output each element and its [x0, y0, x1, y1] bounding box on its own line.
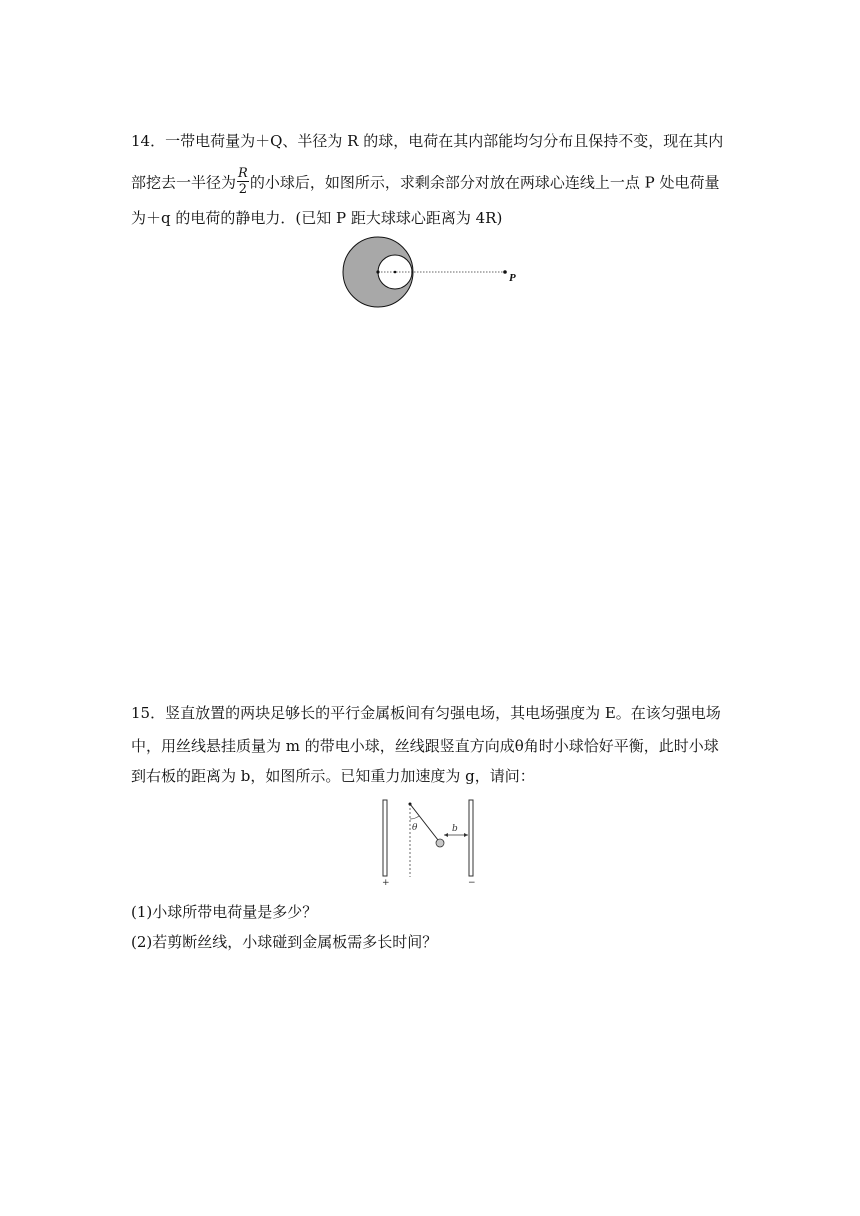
angle-arc [410, 816, 419, 819]
fraction-r-over-2 [237, 166, 249, 197]
q14-line-1: 14．一带电荷量为＋Q、半径为 R 的球，电荷在其内部能均匀分布且保持不变，现在其内 [131, 132, 724, 150]
left-plate [383, 800, 387, 876]
cavity-center-dot [394, 271, 397, 274]
large-center-dot [376, 270, 379, 273]
parallel-plates-figure [375, 797, 485, 887]
fraction-numerator: R [238, 166, 248, 181]
q14-line-2 [131, 168, 719, 199]
q15-line-1: 15．竖直放置的两块足够长的平行金属板间有匀强电场，其电场强度为 E。在该匀强电场 [131, 704, 721, 722]
q15-subquestion-2: (2)若剪断丝线，小球碰到金属板需多长时间？ [131, 933, 438, 951]
plus-label: + [382, 878, 390, 887]
sphere-cavity-figure [335, 234, 535, 314]
q14-line-2-end: 的小球后，如图所示，求剩余部分对放在两球心连线上一点 P 处电荷量 [249, 173, 720, 192]
q15-subquestion-1: (1)小球所带电荷量是多少？ [131, 903, 318, 921]
q15-line-2: 中，用丝线悬挂质量为 m 的带电小球，丝线跟竖直方向成θ角时小球恰好平衡，此时小球 [131, 737, 719, 755]
point-p-label: P [509, 272, 516, 284]
minus-label: − [468, 878, 476, 887]
distance-b-label: b [452, 824, 458, 834]
arrow-head-left [444, 833, 448, 837]
q14-line-2-start: 部挖去一半径为 [131, 173, 237, 192]
fraction-denominator: 2 [238, 182, 248, 197]
q15-line-3: 到右板的距离为 b，如图所示。已知重力加速度为 g，请问： [131, 767, 535, 785]
charged-ball [436, 839, 444, 847]
point-p-dot [503, 270, 507, 274]
silk-thread [410, 804, 438, 840]
theta-label: θ [412, 823, 418, 833]
right-plate [469, 800, 473, 876]
arrow-head-right [464, 833, 468, 837]
q14-line-3: 为＋q 的电荷的静电力．(已知 P 距大球球心距离为 4R) [131, 209, 503, 227]
